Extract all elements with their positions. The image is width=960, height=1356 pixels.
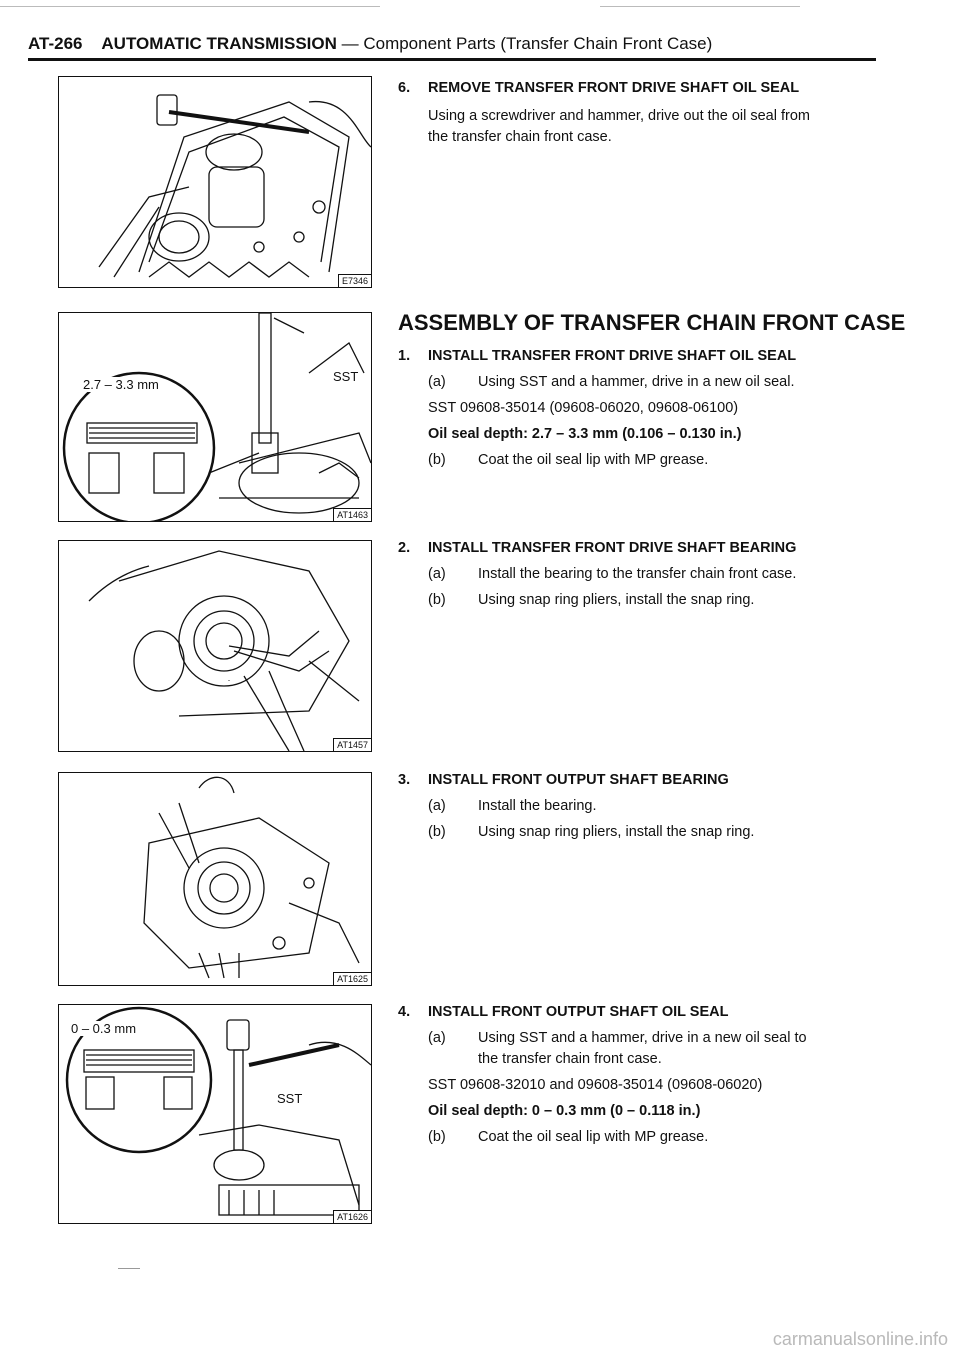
step-title: INSTALL FRONT OUTPUT SHAFT OIL SEAL (428, 1004, 729, 1020)
substep-label: (a) (428, 566, 446, 582)
step-text: Using a screwdriver and hammer, drive out the oil seal from (428, 108, 810, 124)
step-title: INSTALL FRONT OUTPUT SHAFT BEARING (428, 772, 729, 788)
substep-label: (a) (428, 374, 446, 390)
depth-label: 2.7 – 3.3 mm (83, 377, 159, 392)
figure-code: AT1457 (333, 738, 371, 751)
substep-label: (b) (428, 592, 446, 608)
substep-label: (b) (428, 452, 446, 468)
illustration-sst-seal-depth (59, 313, 371, 521)
depth-label: 0 – 0.3 mm (71, 1021, 137, 1036)
illustration-snap-ring-pliers (59, 541, 371, 751)
substep-text: Using SST and a hammer, drive in a new oil seal. (478, 374, 795, 390)
substep-text: Using snap ring pliers, install the snap ring. (478, 824, 755, 840)
substep-text: Using snap ring pliers, install the snap ring. (478, 592, 755, 608)
scan-artifact (0, 6, 380, 7)
section-name: AUTOMATIC TRANSMISSION (101, 34, 337, 53)
step-text: the transfer chain front case. (428, 129, 612, 145)
step-title: INSTALL TRANSFER FRONT DRIVE SHAFT BEARING (428, 540, 797, 556)
figure-code: AT1626 (333, 1210, 371, 1223)
substep-text: Coat the oil seal lip with MP grease. (478, 452, 709, 468)
illustration-hammer-case (59, 77, 371, 287)
sst-label: SST (333, 369, 359, 384)
figure-install-output-shaft-seal (58, 1004, 372, 1224)
figure-install-drive-shaft-seal (58, 312, 372, 522)
step-title: INSTALL TRANSFER FRONT DRIVE SHAFT OIL SEAL (428, 348, 797, 364)
substep-label: (a) (428, 1030, 446, 1046)
section-subtitle: — Component Parts (Transfer Chain Front Case) (336, 34, 713, 53)
figure-install-output-shaft-bearing (58, 772, 372, 986)
step-number: 4. (398, 1004, 411, 1020)
step-3-block (398, 770, 898, 850)
step-4-block (398, 1002, 898, 1162)
step-number: 6. (398, 80, 411, 96)
substep-label: (b) (428, 824, 446, 840)
step-2-block (398, 538, 898, 618)
substep-label: (b) (428, 1129, 446, 1145)
scan-artifact (228, 680, 230, 681)
figure-code: AT1463 (333, 508, 371, 521)
step-title: REMOVE TRANSFER FRONT DRIVE SHAFT OIL SEAL (428, 80, 800, 96)
section-title: ASSEMBLY OF TRANSFER CHAIN FRONT CASE (398, 310, 906, 335)
oil-seal-depth: Oil seal depth: 2.7 – 3.3 mm (0.106 – 0.130 in.) (428, 426, 742, 442)
oil-seal-depth: Oil seal depth: 0 – 0.3 mm (0 – 0.118 in.) (428, 1103, 701, 1119)
page-header (28, 34, 712, 54)
step-1-block (398, 346, 898, 486)
substep-text: Coat the oil seal lip with MP grease. (478, 1129, 709, 1145)
figure-install-drive-shaft-bearing (58, 540, 372, 752)
step-number: 1. (398, 348, 411, 364)
figure-code: AT1625 (333, 972, 371, 985)
step-number: 2. (398, 540, 411, 556)
header-rule (28, 58, 876, 61)
substep-text: Install the bearing. (478, 798, 597, 814)
substep-label: (a) (428, 798, 446, 814)
step-number: 3. (398, 772, 411, 788)
substep-text: Using SST and a hammer, drive in a new oil seal to (478, 1030, 807, 1046)
substep-text: Install the bearing to the transfer chain front case. (478, 566, 797, 582)
scan-artifact (118, 1268, 140, 1269)
illustration-sst-output-seal (59, 1005, 371, 1223)
sst-label: SST (277, 1091, 303, 1106)
illustration-output-bearing (59, 773, 371, 985)
page-code: AT-266 (28, 34, 83, 53)
figure-code: E7346 (338, 274, 371, 287)
sst-number: SST 09608-35014 (09608-06020, 09608-06100) (428, 400, 739, 416)
step-6-block (398, 78, 898, 158)
sst-number: SST 09608-32010 and 09608-35014 (09608-06020) (428, 1077, 763, 1093)
scan-artifact (600, 6, 800, 7)
footer-watermark: carmanualsonline.info (772, 1329, 948, 1349)
figure-remove-oil-seal (58, 76, 372, 288)
substep-text: the transfer chain front case. (478, 1051, 662, 1067)
